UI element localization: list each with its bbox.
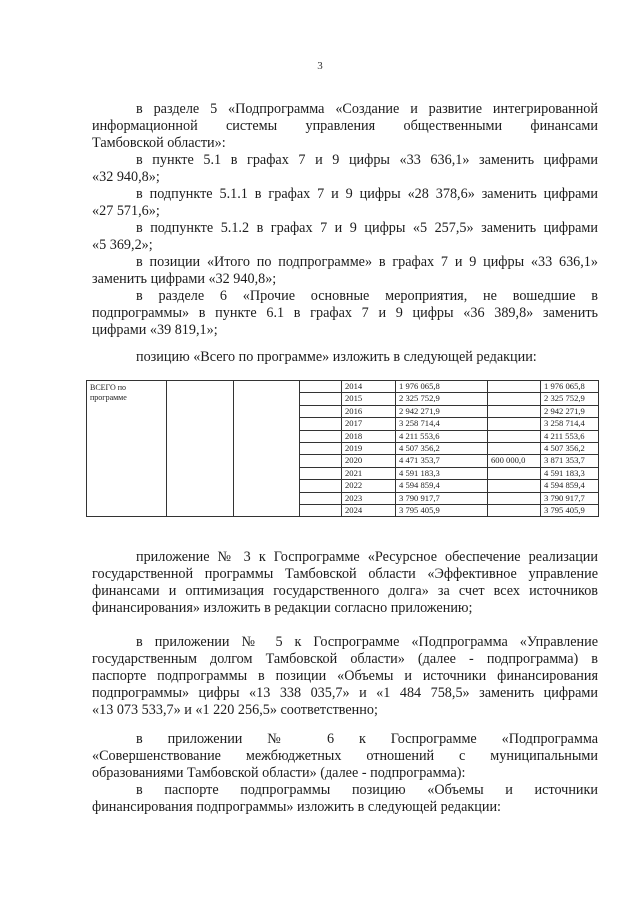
empty-merged-cell xyxy=(234,381,300,517)
total-cell: 1 976 065,8 xyxy=(396,381,488,393)
federal-cell xyxy=(488,492,541,504)
paragraph-line: образованиями Тамбовской области» (далее - подпрограмма): xyxy=(92,765,466,781)
paragraph-line: «13 073 533,7» и «1 220 256,5» соответственно; xyxy=(92,702,378,718)
federal-cell xyxy=(488,467,541,479)
total-cell: 3 258 714,4 xyxy=(396,418,488,430)
paragraph-line: информационной системы управления общественными финансами xyxy=(92,118,598,134)
paragraph-line: в приложении № 6 к Госпрограмме «Подпрограмма xyxy=(136,731,598,747)
empty-cell xyxy=(300,443,342,455)
total-cell: 2 942 271,9 xyxy=(396,405,488,417)
regional-cell: 4 507 356,2 xyxy=(541,443,599,455)
federal-cell: 600 000,0 xyxy=(488,455,541,467)
year-cell: 2016 xyxy=(342,405,396,417)
paragraph-line: подпрограммы» цифры «13 338 035,7» и «1 484 758,5» заменить цифрами xyxy=(92,685,598,701)
paragraph-line: Тамбовской области»: xyxy=(92,135,226,151)
year-cell: 2022 xyxy=(342,480,396,492)
paragraph-line: приложение № 3 к Госпрограмме «Ресурсное обеспечение реализации xyxy=(136,549,598,565)
paragraph-line: в приложении № 5 к Госпрограмме «Подпрограмма «Управление xyxy=(136,634,598,650)
total-cell: 4 211 553,6 xyxy=(396,430,488,442)
paragraph-line: «5 369,2»; xyxy=(92,237,153,253)
paragraph-line: финансами и оптимизация государственного долга» за счет всех источников xyxy=(92,583,598,599)
empty-cell xyxy=(300,505,342,517)
federal-cell xyxy=(488,480,541,492)
total-cell: 4 591 183,3 xyxy=(396,467,488,479)
federal-cell xyxy=(488,381,541,393)
regional-cell: 3 790 917,7 xyxy=(541,492,599,504)
regional-cell: 3 871 353,7 xyxy=(541,455,599,467)
regional-cell: 4 211 553,6 xyxy=(541,430,599,442)
paragraph-line: финансирования подпрограммы» изложить в следующей редакции: xyxy=(92,799,501,815)
federal-cell xyxy=(488,418,541,430)
regional-cell: 3 258 714,4 xyxy=(541,418,599,430)
paragraph-line: в разделе 6 «Прочие основные мероприятия, не вошедшие в xyxy=(136,288,598,304)
empty-cell xyxy=(300,418,342,430)
paragraph-line: государственным долгом Тамбовской области» (далее - подпрограмма) в xyxy=(92,651,598,667)
paragraph-line: заменить цифрами «32 940,8»; xyxy=(92,271,277,287)
year-cell: 2021 xyxy=(342,467,396,479)
year-cell: 2015 xyxy=(342,393,396,405)
paragraph-line: позицию «Всего по программе» изложить в следующей редакции: xyxy=(136,349,537,365)
paragraph-line: государственной программы Тамбовской области «Эффективное управление xyxy=(92,566,598,582)
paragraph-line: «27 571,6»; xyxy=(92,203,160,219)
total-cell: 4 507 356,2 xyxy=(396,443,488,455)
year-cell: 2023 xyxy=(342,492,396,504)
paragraph-line: «Совершенствование межбюджетных отношений с муниципальными xyxy=(92,748,598,764)
year-cell: 2018 xyxy=(342,430,396,442)
regional-cell: 2 325 752,9 xyxy=(541,393,599,405)
total-cell: 4 471 353,7 xyxy=(396,455,488,467)
paragraph-line: подпрограммы» в пункте 6.1 в графах 7 и 9 цифры «36 389,8» заменить xyxy=(92,305,598,321)
empty-cell xyxy=(300,430,342,442)
financing-table xyxy=(86,380,599,517)
paragraph-line: финансирования» изложить в редакции согласно приложению; xyxy=(92,600,473,616)
year-cell: 2024 xyxy=(342,505,396,517)
paragraph-line: цифрами «39 819,1»; xyxy=(92,322,218,338)
total-label-cell: ВСЕГО по программе xyxy=(87,381,167,517)
year-cell: 2020 xyxy=(342,455,396,467)
total-cell: 3 795 405,9 xyxy=(396,505,488,517)
federal-cell xyxy=(488,443,541,455)
paragraph-line: в разделе 5 «Подпрограмма «Создание и развитие интегрированной xyxy=(136,101,598,117)
federal-cell xyxy=(488,393,541,405)
empty-cell xyxy=(300,381,342,393)
paragraph-line: в позиции «Итого по подпрограмме» в графах 7 и 9 цифры «33 636,1» xyxy=(136,254,598,270)
regional-cell: 4 591 183,3 xyxy=(541,467,599,479)
total-cell: 3 790 917,7 xyxy=(396,492,488,504)
federal-cell xyxy=(488,405,541,417)
page-number: 3 xyxy=(317,60,323,72)
regional-cell: 4 594 859,4 xyxy=(541,480,599,492)
federal-cell xyxy=(488,505,541,517)
empty-cell xyxy=(300,480,342,492)
empty-cell xyxy=(300,455,342,467)
paragraph-line: в паспорте подпрограммы позицию «Объемы и источники xyxy=(136,782,598,798)
empty-cell xyxy=(300,467,342,479)
paragraph-line: в подпункте 5.1.2 в графах 7 и 9 цифры «5 257,5» заменить цифрами xyxy=(136,220,598,236)
empty-cell xyxy=(300,393,342,405)
regional-cell: 3 795 405,9 xyxy=(541,505,599,517)
year-cell: 2014 xyxy=(342,381,396,393)
year-cell: 2017 xyxy=(342,418,396,430)
total-cell: 4 594 859,4 xyxy=(396,480,488,492)
paragraph-line: в подпункте 5.1.1 в графах 7 и 9 цифры «28 378,6» заменить цифрами xyxy=(136,186,598,202)
empty-merged-cell xyxy=(167,381,234,517)
table-row xyxy=(87,381,599,393)
paragraph-line: паспорте подпрограммы в позиции «Объемы и источники финансирования xyxy=(92,668,598,684)
paragraph-line: в пункте 5.1 в графах 7 и 9 цифры «33 636,1» заменить цифрами xyxy=(136,152,598,168)
paragraph-line: «32 940,8»; xyxy=(92,169,160,185)
federal-cell xyxy=(488,430,541,442)
empty-cell xyxy=(300,492,342,504)
empty-cell xyxy=(300,405,342,417)
year-cell: 2019 xyxy=(342,443,396,455)
total-cell: 2 325 752,9 xyxy=(396,393,488,405)
regional-cell: 2 942 271,9 xyxy=(541,405,599,417)
regional-cell: 1 976 065,8 xyxy=(541,381,599,393)
